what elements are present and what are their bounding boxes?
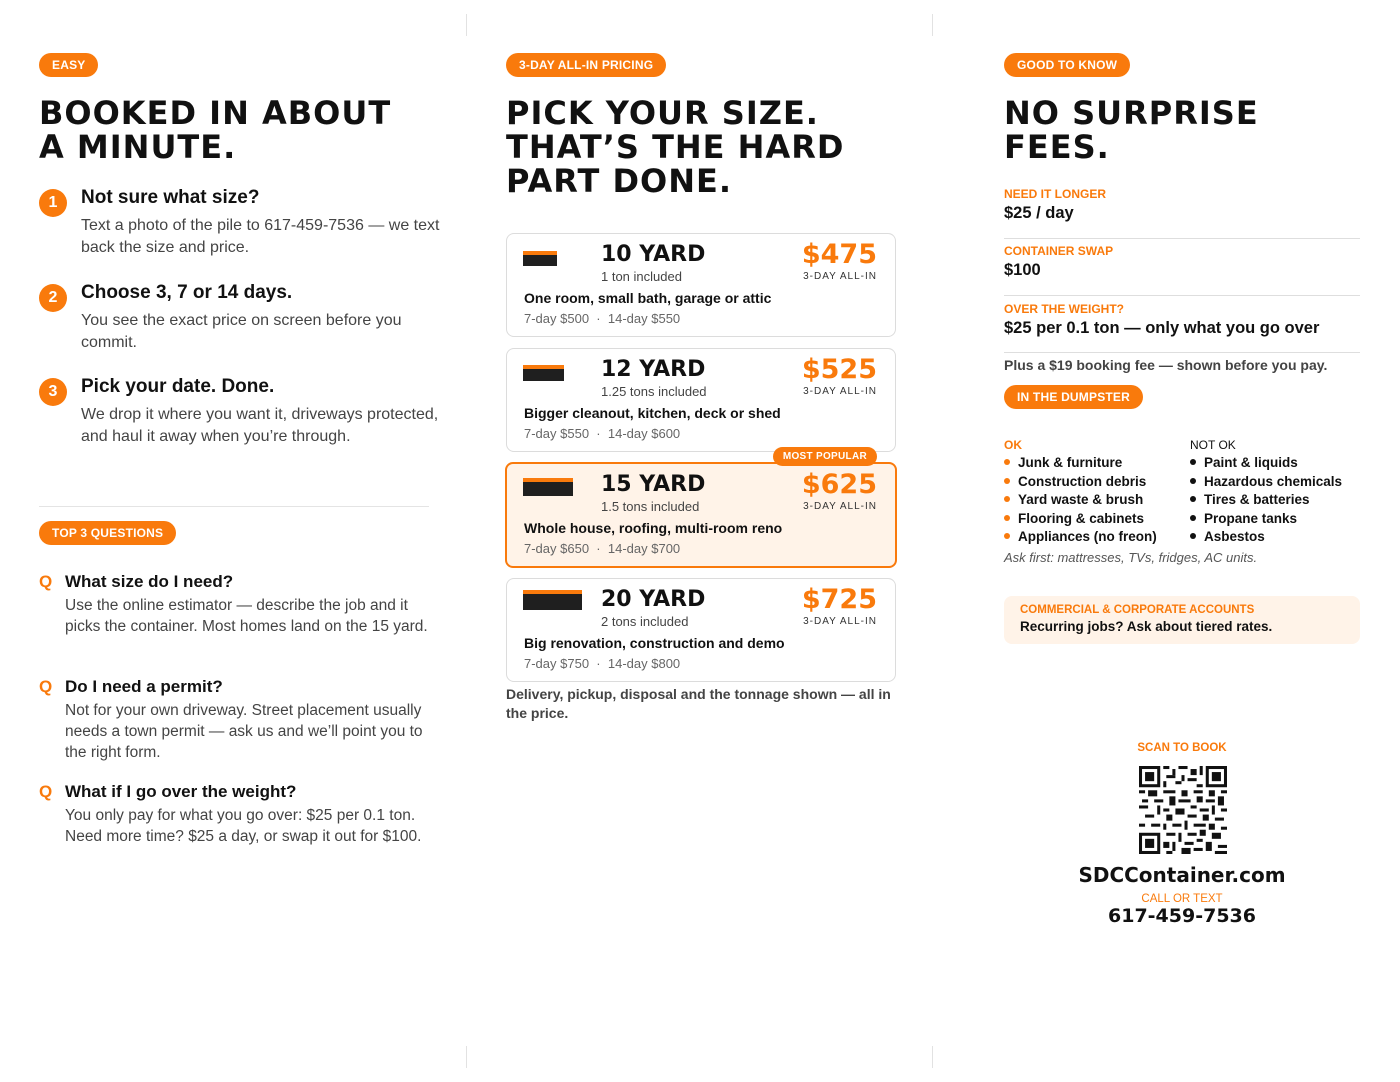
notok-item: Tires & batteries: [1204, 492, 1310, 507]
notok-item: Propane tanks: [1204, 510, 1298, 526]
size-card-15-yard[interactable]: [505, 451, 897, 568]
alt-14day: 14-day $600: [607, 426, 681, 441]
alt-7day: 7-day $750: [524, 656, 590, 671]
phone-number[interactable]: 617-459-7536: [1108, 905, 1256, 927]
alt-sep: ·: [596, 541, 601, 556]
list-item: [1190, 473, 1342, 492]
card-alt-prices: [524, 541, 680, 556]
card-allin: 3-DAY ALL-IN: [803, 616, 877, 627]
size-card-10-yard[interactable]: [506, 233, 896, 337]
fold-line-top-2: [932, 14, 933, 36]
q-marker: Q: [39, 572, 53, 591]
title-line: THAT’S THE HARD: [506, 128, 845, 166]
ok-item: Yard waste & brush: [1018, 492, 1144, 507]
fee-swap: [1004, 244, 1360, 280]
notok-item: Asbestos: [1204, 529, 1265, 544]
size-card-12-yard[interactable]: [506, 348, 896, 452]
website-link[interactable]: SDCContainer.com: [1078, 863, 1286, 887]
fee-weight: [1004, 302, 1360, 338]
commercial-text: Recurring jobs? Ask about tiered rates.: [1020, 619, 1273, 634]
list-item: [1004, 510, 1157, 529]
alt-7day: 7-day $650: [524, 541, 590, 556]
alt-14day: 14-day $550: [607, 311, 681, 326]
container-icon: [523, 478, 573, 496]
container-icon: [523, 365, 564, 381]
bullet-dot-icon: [1004, 459, 1010, 465]
step-desc: Text a photo of the pile to 617-459-7536 — we text back the size and price.: [81, 217, 440, 256]
container-icon: [523, 251, 557, 266]
page-title: [39, 96, 439, 164]
booking-fee-note: Plus a $19 booking fee — shown before you pay.: [1004, 357, 1328, 373]
easy-pill: EASY: [39, 53, 98, 77]
card-allin: 3-DAY ALL-IN: [803, 501, 877, 512]
title-line: PART DONE.: [506, 162, 733, 200]
ok-label: OK: [1004, 438, 1022, 452]
alt-14day: 14-day $800: [607, 656, 681, 671]
alt-7day: 7-day $500: [524, 311, 590, 326]
step-number: 1: [39, 189, 67, 217]
alt-sep: ·: [596, 311, 601, 326]
fees-title: [1004, 96, 1364, 164]
step-number: 2: [39, 284, 67, 312]
step-3: [39, 376, 439, 476]
step-title: Pick your date. Done.: [81, 376, 275, 397]
step-1: [39, 187, 439, 267]
card-alt-prices: [524, 426, 680, 441]
bullet-dot-icon: [1004, 478, 1010, 484]
card-alt-prices: [524, 656, 680, 671]
title-line: NO SURPRISE: [1004, 94, 1259, 132]
fee-longer: [1004, 187, 1360, 223]
card-alt-prices: [524, 311, 680, 326]
bullet-dot-icon: [1190, 478, 1196, 484]
q-marker: Q: [39, 782, 53, 801]
most-popular-badge: MOST POPULAR: [773, 447, 877, 466]
card-price: $725: [801, 584, 877, 615]
list-item: [1190, 454, 1342, 473]
title-line: BOOKED IN ABOUT: [39, 94, 392, 132]
step-2: [39, 282, 439, 362]
card-use: One room, small bath, garage or attic: [524, 290, 772, 306]
bullet-dot-icon: [1004, 515, 1010, 521]
in-the-dumpster-pill: IN THE DUMPSTER: [1004, 385, 1143, 409]
card-use: Whole house, roofing, multi-room reno: [524, 520, 783, 536]
pricing-title: [506, 96, 906, 198]
ok-item: Construction debris: [1018, 473, 1147, 489]
scan-label: SCAN TO BOOK: [1137, 742, 1227, 754]
faq-pill: TOP 3 QUESTIONS: [39, 521, 176, 545]
step-desc: We drop it where you want it, driveways protected, and haul it away when you’re through.: [81, 406, 439, 445]
fold-line-top-1: [466, 14, 467, 36]
faq-answer: Not for your own driveway. Street placement usually needs a town permit — ask us and we’ll point you to the right form.: [65, 702, 423, 761]
step-number: 3: [39, 378, 67, 406]
list-item: [1190, 491, 1342, 510]
ok-item: Appliances (no freon): [1018, 529, 1157, 544]
title-line: PICK YOUR SIZE.: [506, 94, 819, 132]
commercial-box: [1004, 596, 1360, 644]
bullet-dot-icon: [1004, 533, 1010, 539]
fee-value: $25 / day: [1004, 204, 1074, 222]
commercial-label: COMMERCIAL & CORPORATE ACCOUNTS: [1020, 604, 1255, 616]
bullet-dot-icon: [1190, 496, 1196, 502]
step-title: Choose 3, 7 or 14 days.: [81, 282, 293, 303]
ask-first-note: Ask first: mattresses, TVs, fridges, AC units.: [1004, 550, 1258, 565]
qr-code-icon[interactable]: [1139, 766, 1227, 854]
card-use: Big renovation, construction and demo: [524, 635, 785, 651]
divider: [1004, 238, 1360, 239]
bullet-dot-icon: [1190, 515, 1196, 521]
alt-7day: 7-day $550: [524, 426, 590, 441]
list-item: [1004, 454, 1157, 473]
card-size: 12 YARD: [601, 357, 706, 382]
card-size: 10 YARD: [601, 242, 706, 267]
bullet-dot-icon: [1190, 533, 1196, 539]
divider: [1004, 295, 1360, 296]
faq-answer: You only pay for what you go over: $25 per 0.1 ton. Need more time? $25 a day, or swap it out for $100.: [65, 807, 422, 845]
ok-list: [1004, 454, 1157, 547]
list-item: [1004, 528, 1157, 547]
card-price: $625: [801, 469, 877, 500]
fold-line-bottom-2: [932, 1046, 933, 1068]
faq-item: [39, 572, 439, 662]
card-tons: 1.25 tons included: [601, 384, 707, 399]
card-allin: 3-DAY ALL-IN: [803, 386, 877, 397]
card-price: $525: [801, 354, 877, 385]
alt-14day: 14-day $700: [607, 541, 681, 556]
size-card-20-yard[interactable]: [506, 578, 896, 682]
title-line: FEES.: [1004, 128, 1110, 166]
card-use: Bigger cleanout, kitchen, deck or shed: [524, 405, 781, 421]
card-tons: 1.5 tons included: [601, 499, 700, 514]
list-item: [1004, 473, 1157, 492]
card-tons: 1 ton included: [601, 269, 682, 284]
faq-question: Do I need a permit?: [65, 677, 223, 696]
fee-label: CONTAINER SWAP: [1004, 244, 1114, 258]
alt-sep: ·: [596, 656, 601, 671]
list-item: [1004, 491, 1157, 510]
fee-value: $100: [1004, 261, 1041, 279]
faq-item: [39, 782, 439, 872]
container-icon: [523, 590, 582, 610]
call-label: CALL OR TEXT: [1141, 893, 1223, 905]
step-desc: You see the exact price on screen before you commit.: [81, 312, 402, 351]
list-item: [1190, 510, 1342, 529]
ok-item: Flooring & cabinets: [1018, 510, 1145, 526]
notok-item: Paint & liquids: [1204, 455, 1298, 470]
bullet-dot-icon: [1004, 496, 1010, 502]
notok-item: Hazardous chemicals: [1204, 473, 1343, 489]
fee-label: OVER THE WEIGHT?: [1004, 302, 1124, 316]
notok-list: [1190, 454, 1342, 547]
q-marker: Q: [39, 677, 53, 696]
faq-question: What size do I need?: [65, 572, 234, 591]
card-allin: 3-DAY ALL-IN: [803, 271, 877, 282]
ok-item: Junk & furniture: [1018, 455, 1123, 470]
list-item: [1190, 528, 1342, 547]
divider: [1004, 352, 1360, 353]
bullet-dot-icon: [1190, 459, 1196, 465]
faq-question: What if I go over the weight?: [65, 782, 297, 801]
fold-line-bottom-1: [466, 1046, 467, 1068]
pricing-footnote: Delivery, pickup, disposal and the tonnage shown — all in the price.: [506, 686, 891, 721]
alt-sep: ·: [596, 426, 601, 441]
card-size: 15 YARD: [601, 472, 706, 497]
card-size: 20 YARD: [601, 587, 706, 612]
card-tons: 2 tons included: [601, 614, 689, 629]
fee-label: NEED IT LONGER: [1004, 187, 1107, 201]
faq-item: [39, 677, 439, 767]
fee-value: $25 per 0.1 ton — only what you go over: [1004, 319, 1320, 337]
divider: [39, 506, 429, 507]
step-title: Not sure what size?: [81, 187, 260, 208]
title-line: A MINUTE.: [39, 128, 237, 166]
card-price: $475: [801, 239, 877, 270]
notok-label: NOT OK: [1190, 438, 1236, 452]
pricing-pill: 3-DAY ALL-IN PRICING: [506, 53, 666, 77]
good-to-know-pill: GOOD TO KNOW: [1004, 53, 1130, 77]
faq-answer: Use the online estimator — describe the job and it picks the container. Most homes land on the 15 yard.: [65, 597, 428, 635]
